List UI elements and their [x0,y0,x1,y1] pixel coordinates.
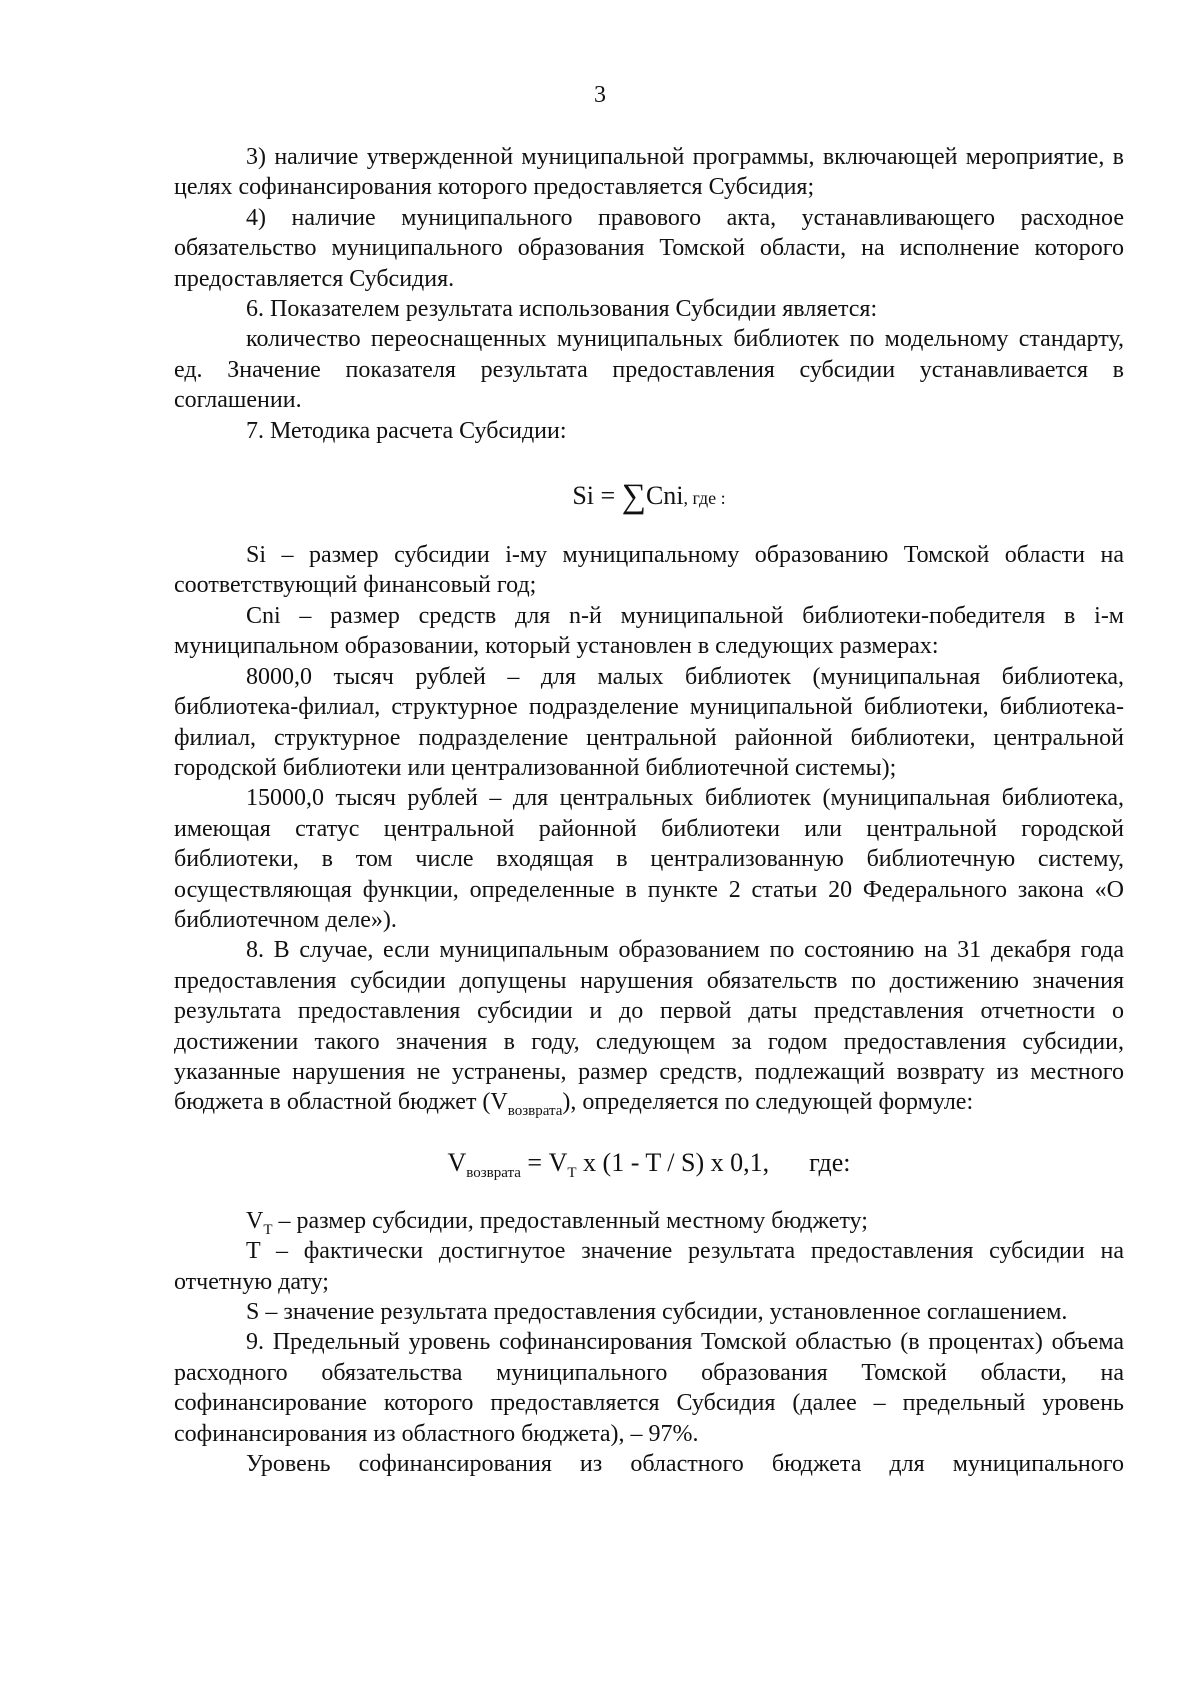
paragraph-8-text: 8. В случае, если муниципальным образованием по состоянию на 31 декабря года предоставления субсидии допущены нарушения обязательств по достижению значения результата предоставления субсидии и до первой даты представления отчетности о достижении такого значения в году, следующем за годом предоставления субсидии, указанные нарушения не устранены, размер средств, подлежащий возврату из местного бюджета в областной бюджет (V [174,937,1124,1116]
formula2-v-sub: возврата [466,1164,521,1181]
vt-symbol: V [246,1207,264,1234]
paragraph-9: 9. Предельный уровень софинансирования Томской областью (в процентах) объема расходного обязательства муниципального образования Томской области, на софинансирование которого предоставляется Субсидия (далее – предельный уровень софинансирования из областного бюджета), – 97%. [174,1329,1124,1447]
formula2-vt-sub: T [567,1164,577,1181]
paragraph-8-sub: возврата [507,1103,563,1120]
definition-t: T – фактически достигнутое значение результата предоставления субсидии на отчетную дату; [174,1238,1124,1295]
document-body [174,142,1124,1479]
formula2-v: V [447,1147,467,1177]
vt-text: – размер субсидии, предоставленный местному бюджету; [272,1207,868,1234]
formula-where: , где : [683,488,726,509]
return-formula [174,1118,1124,1206]
paragraph-cofinancing-level: Уровень софинансирования из областного бюджета для муниципального [246,1451,1124,1478]
subsidy-formula [174,446,1124,540]
formula-lhs: Si [572,481,595,511]
paragraph-6: 6. Показателем результата использования Субсидии является: [246,296,878,323]
vt-sub: T [263,1221,273,1238]
paragraph-8-tail: ), определяется по следующей формуле: [562,1089,974,1116]
definition-s: S – значение результата предоставления субсидии, установленное соглашением. [246,1299,1068,1325]
paragraph-7: 7. Методика расчета Субсидии: [246,417,567,444]
paragraph-item-3: 3) наличие утвержденной муниципальной программы, включающей мероприятие, в целях софинансирования которого предоставляется Субсидия; [174,144,1124,201]
page-number: 3 [594,82,606,108]
formula2-where: где: [809,1147,851,1177]
paragraph-small-libraries: 8000,0 тысяч рублей – для малых библиотек (муниципальная библиотека, библиотека-филиал, структурное подразделение муниципальной библиотеки, библиотека-филиал, структурное подразделение центральной районной библиотеки, центральной городской библиотеки или централизованной библиотечной системы); [174,663,1124,781]
definition-vt [174,1206,1124,1236]
paragraph-indicator: количество переоснащенных муниципальных библиотек по модельному стандарту, ед. Значение показателя результата предоставления субсидии устанавливается в соглашении. [174,326,1124,414]
definition-cni: Cni – размер средств для n-й муниципальной библиотеки-победителя в i-м муниципальном образовании, который установлен в следующих размерах: [174,602,1124,660]
formula2-eq: = V [520,1147,568,1177]
paragraph-8 [174,935,1124,1120]
sigma-icon: ∑ [621,478,646,516]
formula-term: Cni [645,481,684,511]
paragraph-central-libraries: 15000,0 тысяч рублей – для центральных библиотек (муниципальная библиотека, имеющая статус центральной районной библиотеки или центральной городской библиотеки, в том числе входящая в централизованную библиотечную систему, осуществляющая функции, определенные в пункте 2 статьи 20 Федерального закона «О библиотечном деле»). [174,785,1124,933]
paragraph-item-4: 4) наличие муниципального правового акта, устанавливающего расходное обязательство муниципального образования Томской области, на исполнение которого предоставляется Субсидия. [174,204,1124,292]
formula-eq: = [594,481,622,511]
definition-si: Si – размер субсидии i-му муниципальному образованию Томской области на соответствующий финансовый год; [174,542,1124,599]
formula2-rest: x (1 - T / S) x 0,1, [576,1147,770,1177]
